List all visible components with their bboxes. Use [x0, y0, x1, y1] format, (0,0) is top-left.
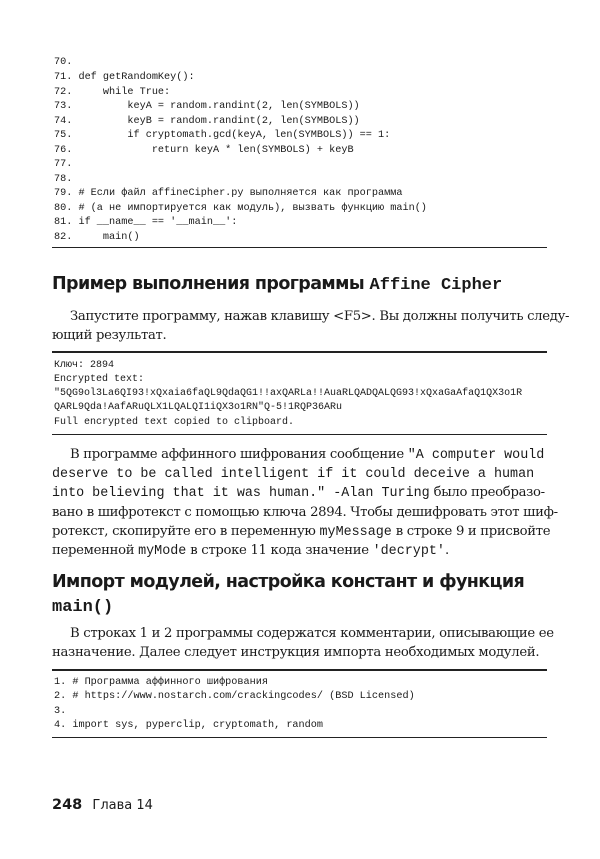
heading-text: Импорт модулей, настройка констант и функция: [52, 572, 525, 592]
code-line: 76. return keyA * len(SYMBOLS) + keyB: [54, 145, 354, 156]
code-line: 2. # https://www.nostarch.com/crackingcodes/ (BSD Licensed): [54, 691, 415, 702]
heading-text: Пример выполнения программы: [52, 274, 370, 294]
code-line: 75. if cryptomath.gcd(keyA, len(SYMBOLS)) == 1:: [54, 130, 391, 141]
output-bottom-rule: [52, 434, 547, 435]
code-line: 72. while True:: [54, 87, 171, 98]
paragraph-line: назначение. Далее следует инструкция импорта необходимых модулей.: [52, 645, 540, 661]
output-line: Encrypted text:: [54, 374, 145, 385]
paragraph-line: вано в шифротекст с помощью ключа 2894. Чтобы дешифровать этот шиф-: [52, 504, 558, 520]
section-heading-imports: [52, 572, 524, 592]
chapter-label: Глава 14: [92, 798, 153, 813]
output-line: "5QG9ol3La6QI93!xQxaia6faQL9QdaQG1!!axQARLa!!AuaRLQADQALQG93!xQxaGaAfaQ1QX3o1R: [54, 388, 523, 399]
output-line: QARL9Qda!AafARuQLX1LQALQI1iQX3o1RN"Q-5!1RQP36ARu: [54, 402, 343, 413]
code-line: 80. # (а не импортируется как модуль), вызвать функцию main(): [54, 203, 427, 214]
heading-code: Affine Cipher: [369, 276, 503, 295]
page-number: 248: [52, 797, 83, 813]
code-line: 73. keyA = random.randint(2, len(SYMBOLS)): [54, 101, 360, 112]
output-line: Ключ: 2894: [54, 360, 115, 371]
paragraph-line: deserve to be called intelligent if it could deceive a human: [52, 467, 535, 483]
paragraph-line: В программе аффинного шифрования сообщение "A computer would: [70, 447, 545, 463]
code-line: 78.: [54, 174, 73, 185]
paragraph-line: Запустите программу, нажав клавишу <F5>. Вы должны получить следу-: [70, 309, 570, 324]
code-line: 4. import sys, pyperclip, cryptomath, random: [54, 720, 323, 731]
code-line: 1. # Программа аффинного шифрования: [54, 677, 268, 688]
code-line: 70.: [54, 57, 73, 68]
code-bottom-rule: [52, 737, 547, 738]
code-line: 82. main(): [54, 232, 140, 243]
paragraph-run-instructions: [52, 307, 570, 345]
code-line: 81. if __name__ == '__main__':: [54, 217, 238, 228]
code-top-rule: [52, 669, 547, 671]
code-bottom-rule: [52, 247, 547, 248]
paragraph-imports: [52, 624, 554, 662]
paragraph-line: into believing that it was human." -Alan Turing было преобразо-: [52, 485, 545, 502]
section-heading-sample-run: [52, 274, 502, 295]
section-heading-imports-line2: [52, 596, 113, 617]
paragraph-encryption-result: [52, 445, 558, 560]
paragraph-line: ротекст, скопируйте его в переменную myMessage в строке 9 и присвойте: [52, 523, 551, 540]
page-footer: [52, 797, 153, 813]
paragraph-line: В строках 1 и 2 программы содержатся комментарии, описывающие ее: [70, 626, 554, 641]
paragraph-line: ющий результат.: [52, 328, 167, 344]
paragraph-line: переменной myMode в строке 11 кода значение 'decrypt'.: [52, 542, 449, 559]
output-line: Full encrypted text copied to clipboard.: [54, 417, 295, 428]
output-top-rule: [52, 351, 547, 353]
code-line: 3.: [54, 706, 67, 717]
code-line: 79. # Если файл affineCipher.py выполняется как программа: [54, 188, 403, 199]
code-line: 77.: [54, 159, 73, 170]
heading-code: main(): [52, 598, 114, 617]
code-line: 71. def getRandomKey():: [54, 72, 195, 83]
code-line: 74. keyB = random.randint(2, len(SYMBOLS)): [54, 116, 360, 127]
